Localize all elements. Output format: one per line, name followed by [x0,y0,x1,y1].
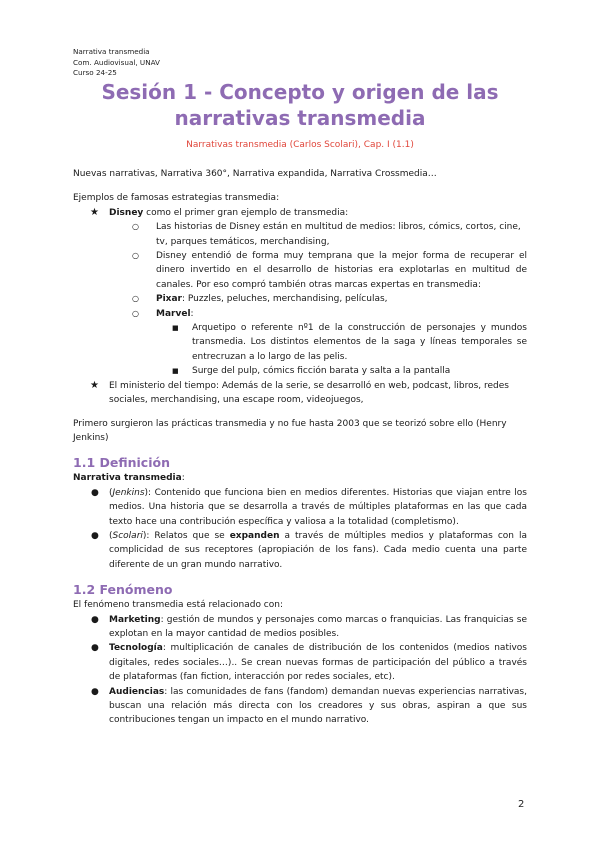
ministerio-text: El ministerio del tiempo: Además de la serie, se desarrolló en web, podcast, libros, redes sociales, merchandising, una escape room, videojuegos, [109,380,509,406]
dot-bullet-icon: ● [91,643,99,654]
circle-bullet-icon: ○ [132,308,139,318]
paren-open: ( [109,487,113,498]
circle-bullet-icon: ○ [132,222,139,232]
fenomeno-list [73,613,527,728]
definition-colon: : [181,473,185,484]
definition-label [73,471,527,485]
author-scolari: Scolari [112,530,143,541]
fenomeno-text: : multiplicación de canales de distribución de los contenidos (medios nativos digitales, redes sociales…).. Se crean nuevas formas de participación del público a través de plataformas (fan fiction, interacción por redes sociales, etc). [109,643,527,683]
disney-sublist [109,220,527,378]
dot-bullet-icon: ● [91,686,99,697]
list-item-marketing [73,613,527,642]
fenomeno-intro: El fenómeno transmedia está relacionado con: [73,600,284,611]
list-item-pixar [109,292,527,306]
pixar-text: : Puzzles, peluches, merchandising, películas, [182,294,388,305]
list-item-tecnologia [73,641,527,684]
circle-bullet-icon: ○ [132,294,139,304]
running-header [73,47,160,79]
definition-list [73,486,527,572]
list-item [109,220,527,249]
dot-bullet-icon: ● [91,614,99,625]
fenomeno-term: Audiencias [109,686,165,697]
page-title: Sesión 1 - Concepto y origen de las narrativas transmedia [101,80,499,130]
paren-open: ( [109,530,113,541]
fenomeno-text: : gestión de mundos y personajes como marcas o franquicias. Las franquicias se explotan en la mayor cantidad de medios posibles. [109,614,527,639]
list-item-scolari [73,529,527,572]
scolari-definition-post: a través de múltiples medios y plataformas con la complicidad de sus receptores (apropiación de los fans). Cada medio cuenta una parte diferente de un gran mundo narrativo. [109,530,527,570]
list-item-marvel [109,307,527,379]
paren-close: ) [142,530,147,541]
fenomeno-term: Tecnología [109,643,163,654]
disney-text: como el primer gran ejemplo de transmedia: [143,207,349,218]
list-item-disney [73,206,527,379]
dot-bullet-icon: ● [91,530,99,541]
page-number: 2 [518,799,525,810]
header-institution: Com. Audiovisual, UNAV [73,57,160,67]
marvel-archetype-text: Arquetipo o referente nº1 de la construcción de personajes y mundos transmedia. Los distintos elementos de la saga y líneas temporales se entrecruzan a lo largo de las pelis. [192,323,527,362]
definition-term: Narrativa transmedia [73,473,182,484]
list-item [109,249,527,292]
marvel-sublist [156,321,527,379]
header-course: Narrativa transmedia [73,47,150,56]
section-heading-definicion: 1.1 Definición [73,455,170,471]
star-bullet-icon: ★ [90,206,99,218]
marvel-term: Marvel [156,308,191,319]
scolari-definition-pre: : Relatos que se [146,530,230,541]
list-item-jenkins [73,486,527,529]
examples-list [73,206,527,408]
list-item [156,364,527,378]
jenkins-definition: : Contenido que funciona bien en medios diferentes. Historias que viajan entre los medios. Una historia que se desarrolla a través de múltiples plataformas en las que cada texto hace una contribución específica y valiosa a la totalidad (completismo). [109,487,527,527]
fenomeno-text: : las comunidades de fans (fandom) demandan nuevas experiencias narrativas, buscan una relación más directa con los creadores y sus obras, aspiran a que sus contribuciones tengan un impacto en el mundo narrativo. [109,686,527,726]
circle-bullet-icon: ○ [132,251,139,261]
dot-bullet-icon: ● [91,487,99,498]
disney-media-text: Las historias de Disney están en multitud de medios: libros, cómics, cortos, cine, tv, parques temáticos, merchandising, [156,222,521,247]
paren-close: ) [144,487,149,498]
square-bullet-icon: ■ [172,324,179,333]
header-year: Curso 24-25 [73,68,117,77]
list-item-ministerio [73,379,527,408]
origin-paragraph: Primero surgieron las prácticas transmedia y no fue hasta 2003 que se teorizó sobre ello (Henry Jenkins) [73,418,507,443]
list-item-audiencias [73,685,527,728]
star-bullet-icon: ★ [90,379,99,391]
disney-strategy-text: Disney entendió de forma muy temprana que la mejor forma de recuperar el dinero invertido en el desarrollo de historias era explotarlas en multitud de canales. Por eso compró también otras marcas expertas en transmedia: [156,251,527,290]
author-jenkins: Jenkins [112,487,145,498]
list-item [156,321,527,364]
disney-term: Disney [109,207,144,218]
square-bullet-icon: ■ [172,367,179,376]
source-reference: Narrativas transmedia (Carlos Scolari), Cap. I (1.1) [186,140,414,150]
keywords-paragraph: Nuevas narrativas, Narrativa 360°, Narrativa expandida, Narrativa Crossmedia… [73,169,437,179]
section-heading-fenomeno: 1.2 Fenómeno [73,582,173,598]
fenomeno-term: Marketing [109,614,161,625]
marvel-pulp-text: Surge del pulp, cómics ficción barata y salta a la pantalla [192,366,451,377]
pixar-term: Pixar [156,294,182,305]
marvel-colon: : [190,308,194,319]
examples-intro: Ejemplos de famosas estrategias transmedia: [73,193,280,204]
main-content [73,160,527,728]
scolari-keyword: expanden [229,530,280,541]
